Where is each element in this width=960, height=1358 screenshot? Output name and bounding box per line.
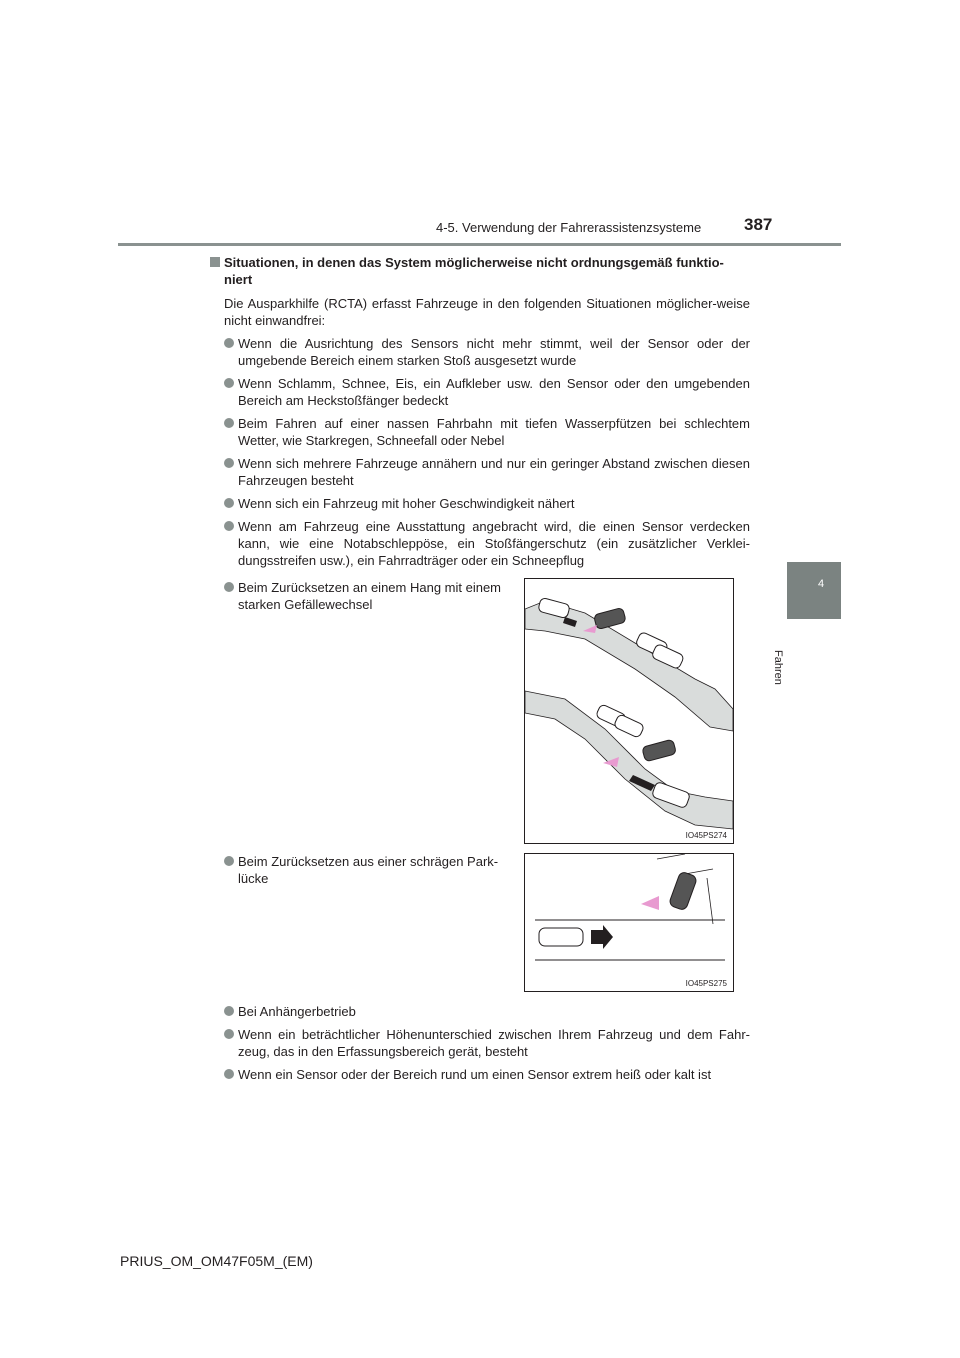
bullet-icon <box>224 418 234 428</box>
list-item: Wenn sich ein Fahrzeug mit hoher Geschwindigkeit nähert <box>210 495 750 512</box>
list-item: Bei Anhängerbetrieb <box>210 1003 750 1020</box>
header-title: 4-5. Verwendung der Fahrerassistenzsysteme <box>436 220 702 235</box>
chapter-number: 4 <box>818 578 825 590</box>
bullet-icon <box>224 498 234 508</box>
slope-illustration <box>525 579 733 843</box>
bullet-icon <box>224 856 234 866</box>
section-intro: Die Ausparkhilfe (RCTA) erfasst Fahrzeuge in den folgenden Situationen möglicher-weise nicht einwandfrei: <box>224 296 750 328</box>
bullet-icon <box>224 338 234 348</box>
list-item: Beim Zurücksetzen an einem Hang mit einem starken Gefällewechsel <box>210 579 528 613</box>
list-item: Wenn ein Sensor oder der Bereich rund um einen Sensor extrem heiß oder kalt ist <box>210 1066 750 1083</box>
parking-figure <box>524 853 734 992</box>
list-item: Beim Zurücksetzen aus einer schrägen Park-lücke <box>210 853 528 887</box>
section-heading: Situationen, in denen das System möglicherweise nicht ordnungsgemäß funktio-niert <box>210 254 750 288</box>
list-item: Wenn die Ausrichtung des Sensors nicht mehr stimmt, weil der Sensor oder der umgebende Bereich einem starken Stoß ausgesetzt wurde <box>210 335 750 369</box>
list-item: Beim Fahren auf einer nassen Fahrbahn mit tiefen Wasserpfützen bei schlechtem Wetter, wie Starkregen, Schneefall oder Nebel <box>210 415 750 449</box>
footer-doc-code: PRIUS_OM_OM47F05M_(EM) <box>120 1253 313 1269</box>
bullet-icon <box>224 582 234 592</box>
list-item: Wenn am Fahrzeug eine Ausstattung angebracht wird, die einen Sensor verdecken kann, wie eine Notabschleppöse, ein Stoßfängerschutz (ein zusätzlicher Verklei-dungsstreifen usw.), ein Fahrradträger oder ein Schneepflug <box>210 518 750 569</box>
header-divider <box>118 243 841 246</box>
car-icon <box>539 928 583 946</box>
car-icon <box>593 607 626 629</box>
list-item: Wenn sich mehrere Fahrzeuge annähern und nur ein geringer Abstand zwischen diesen Fahrzeugen besteht <box>210 455 750 489</box>
arrow-icon <box>641 896 659 910</box>
bullet-icon <box>224 1069 234 1079</box>
bullet-icon <box>224 458 234 468</box>
main-content <box>210 254 750 569</box>
bullet-icon <box>224 1006 234 1016</box>
car-icon <box>642 739 677 762</box>
bullet-icon <box>224 1029 234 1039</box>
arrow-icon <box>591 925 613 949</box>
list-item: Wenn Schlamm, Schnee, Eis, ein Aufkleber usw. den Sensor oder den umgebenden Bereich am Heckstoßfänger bedeckt <box>210 375 750 409</box>
figure-code: IO45PS274 <box>685 831 727 840</box>
car-icon <box>668 871 697 911</box>
parking-illustration <box>525 854 733 991</box>
bottom-list <box>210 1003 750 1083</box>
bullet-icon <box>224 521 234 531</box>
list-item: Wenn ein beträchtlicher Höhenunterschied zwischen Ihrem Fahrzeug und dem Fahr-zeug, das in den Erfassungsbereich gerät, besteht <box>210 1026 750 1060</box>
slope-figure <box>524 578 734 844</box>
page-number: 387 <box>744 215 773 234</box>
chapter-tab <box>787 562 841 619</box>
bullet-icon <box>224 378 234 388</box>
figure-code: IO45PS275 <box>685 979 727 988</box>
chapter-label: Fahren <box>772 650 784 685</box>
